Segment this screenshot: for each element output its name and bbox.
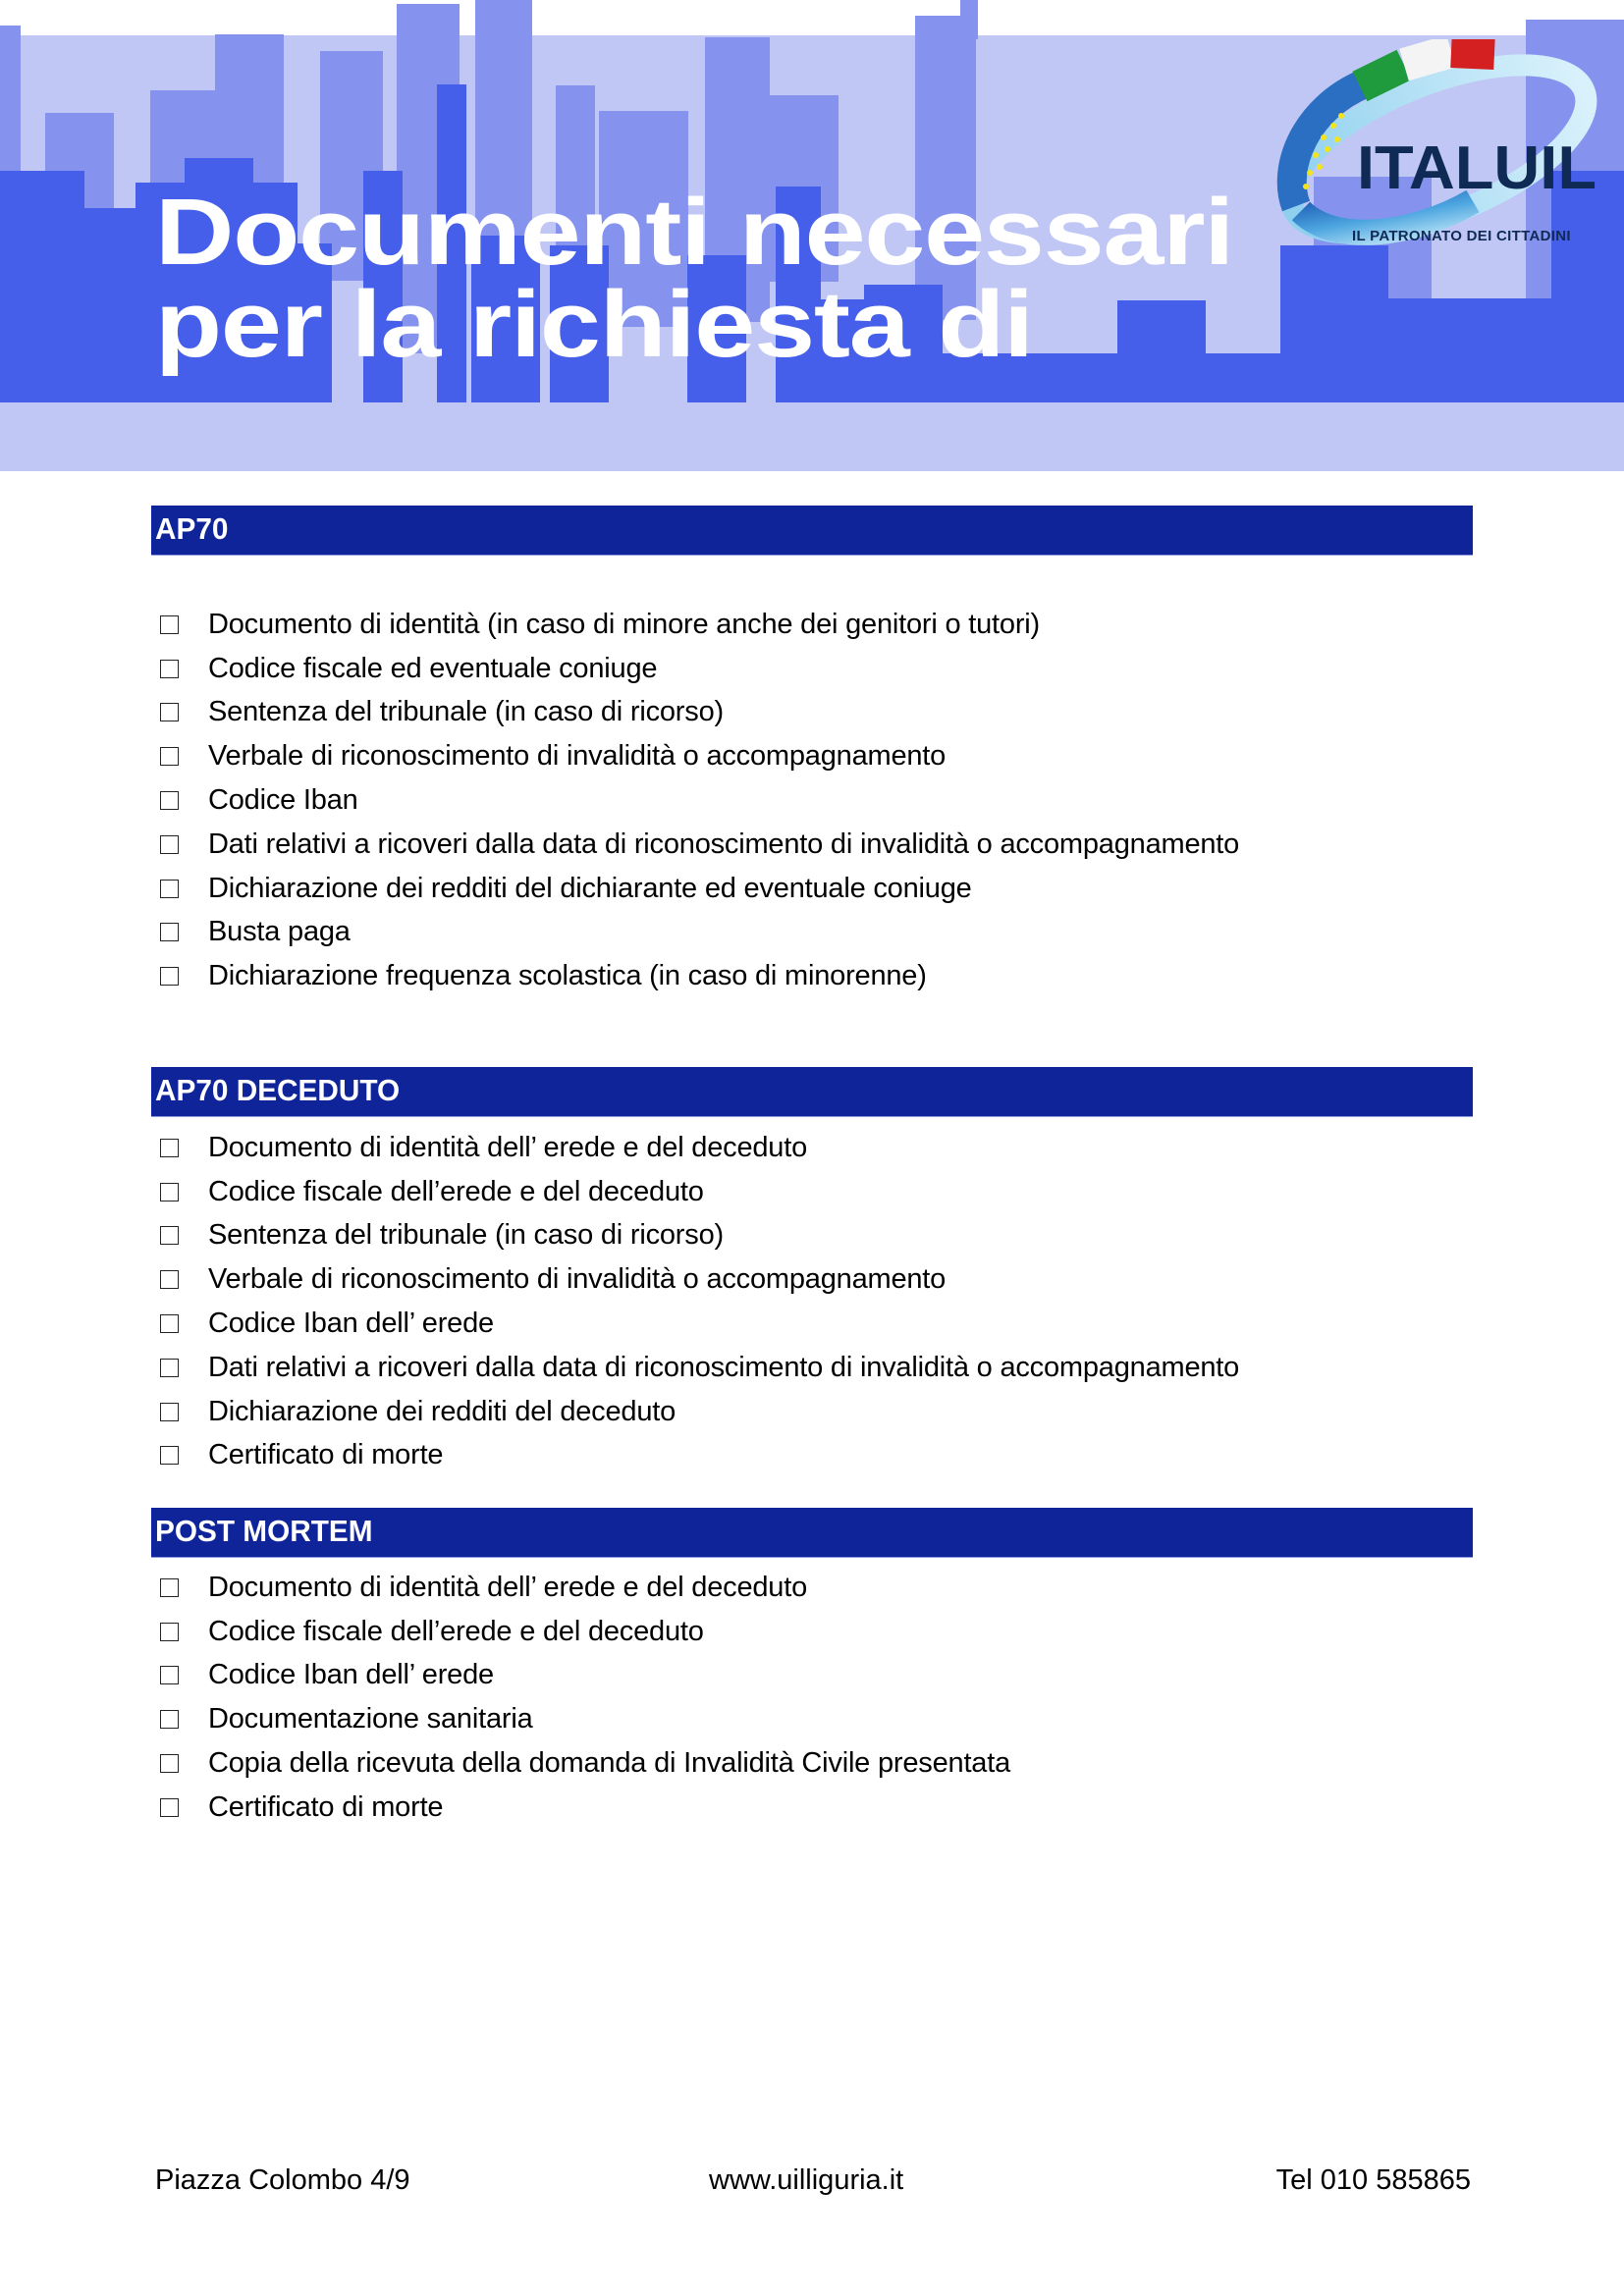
checklist-item (157, 1610, 1010, 1654)
checkbox[interactable] (160, 967, 179, 986)
checkbox[interactable] (160, 1139, 179, 1157)
item-label: Sentenza del tribunale (in caso di ricorso) (208, 696, 724, 728)
italuil-logo-icon (1276, 39, 1600, 250)
checkbox[interactable] (160, 1710, 179, 1729)
item-label: Dichiarazione frequenza scolastica (in caso di minorenne) (208, 960, 927, 992)
logo-wordmark: ITALUIL (1357, 134, 1597, 202)
section-header-post-mortem (151, 1508, 1473, 1558)
checklist-post-mortem (157, 1566, 1010, 1830)
checkbox[interactable] (160, 1446, 179, 1465)
checkbox[interactable] (160, 923, 179, 941)
checklist-item (157, 1741, 1010, 1786)
footer-website-link[interactable]: www.uilliguria.it (709, 2164, 904, 2196)
checkbox[interactable] (160, 835, 179, 854)
title-line-1: Documenti necessari (155, 180, 1234, 285)
checkbox[interactable] (160, 1226, 179, 1245)
item-label: Sentenza del tribunale (in caso di ricorso) (208, 1219, 724, 1252)
checklist-item (157, 1170, 1239, 1214)
checklist-item (157, 1566, 1010, 1610)
checkbox[interactable] (160, 747, 179, 766)
item-label: Documento di identità dell’ erede e del deceduto (208, 1131, 808, 1163)
skyline-building (1280, 245, 1388, 402)
item-label: Certificato di morte (208, 1439, 444, 1471)
checklist-item (157, 691, 1239, 735)
header-banner (0, 0, 1624, 471)
checkbox[interactable] (160, 660, 179, 678)
checklist-item (157, 1302, 1239, 1346)
checklist-item (157, 954, 1239, 998)
checkbox[interactable] (160, 1578, 179, 1597)
item-label: Certificato di morte (208, 1790, 444, 1823)
item-label: Documentazione sanitaria (208, 1703, 533, 1735)
checkbox[interactable] (160, 1270, 179, 1289)
checklist-item (157, 1126, 1239, 1170)
item-label: Dati relativi a ricoveri dalla data di riconoscimento di invalidità o accompagnamento (208, 1351, 1240, 1383)
checklist-item (157, 1390, 1239, 1434)
item-label: Codice Iban dell’ erede (208, 1659, 494, 1691)
footer (155, 2164, 1471, 2204)
checklist-item (157, 1346, 1239, 1390)
footer-phone: Tel 010 585865 (1275, 2164, 1471, 2196)
checklist-item (157, 603, 1239, 647)
checklist-item (157, 1654, 1010, 1698)
checklist-ap70 (157, 603, 1239, 998)
item-label: Verbale di riconoscimento di invalidità o accompagnamento (208, 740, 947, 773)
item-label: Codice Iban dell’ erede (208, 1308, 494, 1340)
page-title (155, 180, 1234, 377)
header-bottom-strip (0, 402, 1624, 471)
item-label: Dichiarazione dei redditi del deceduto (208, 1395, 677, 1427)
checkbox[interactable] (160, 791, 179, 810)
checkbox[interactable] (160, 1754, 179, 1773)
skyline-building (960, 0, 978, 39)
item-label: Documento di identità dell’ erede e del deceduto (208, 1571, 808, 1603)
footer-address: Piazza Colombo 4/9 (155, 2164, 410, 2196)
checkbox[interactable] (160, 880, 179, 898)
checklist-item (157, 734, 1239, 778)
checkbox[interactable] (160, 1666, 179, 1684)
checkbox[interactable] (160, 1798, 179, 1817)
section-title: POST MORTEM (155, 1514, 373, 1548)
checklist-item (157, 647, 1239, 691)
checklist-item (157, 1786, 1010, 1830)
item-label: Codice fiscale dell’erede e del deceduto (208, 1615, 704, 1647)
checklist-ap70-deceduto (157, 1126, 1239, 1477)
checkbox[interactable] (160, 615, 179, 634)
item-label: Codice fiscale ed eventuale coniuge (208, 652, 658, 684)
item-label: Documento di identità (in caso di minore anche dei genitori o tutori) (208, 608, 1040, 640)
checkbox[interactable] (160, 703, 179, 721)
checklist-item (157, 867, 1239, 911)
checklist-item (157, 823, 1239, 867)
checklist-item (157, 911, 1239, 955)
checkbox[interactable] (160, 1314, 179, 1333)
checkbox[interactable] (160, 1623, 179, 1641)
item-label: Verbale di riconoscimento di invalidità o accompagnamento (208, 1263, 947, 1296)
checklist-item (157, 778, 1239, 823)
checkbox[interactable] (160, 1183, 179, 1201)
checkbox[interactable] (160, 1403, 179, 1421)
item-label: Codice Iban (208, 784, 358, 817)
item-label: Dichiarazione dei redditi del dichiarante ed eventuale coniuge (208, 872, 972, 904)
section-header-ap70-deceduto (151, 1067, 1473, 1117)
logo-tagline: IL PATRONATO DEI CITTADINI (1352, 228, 1571, 244)
item-label: Busta paga (208, 916, 351, 948)
item-label: Copia della ricevuta della domanda di Invalidità Civile presentata (208, 1747, 1011, 1780)
section-header-ap70 (151, 506, 1473, 556)
checklist-item (157, 1214, 1239, 1258)
checklist-item (157, 1697, 1010, 1741)
checkbox[interactable] (160, 1359, 179, 1377)
title-line-2: per la richiesta di (155, 272, 1033, 377)
item-label: Codice fiscale dell’erede e del deceduto (208, 1175, 704, 1207)
checklist-item (157, 1434, 1239, 1478)
item-label: Dati relativi a ricoveri dalla data di riconoscimento di invalidità o accompagnamento (208, 828, 1240, 860)
section-title: AP70 (155, 511, 229, 546)
section-title: AP70 DECEDUTO (155, 1073, 401, 1107)
checklist-item (157, 1257, 1239, 1302)
